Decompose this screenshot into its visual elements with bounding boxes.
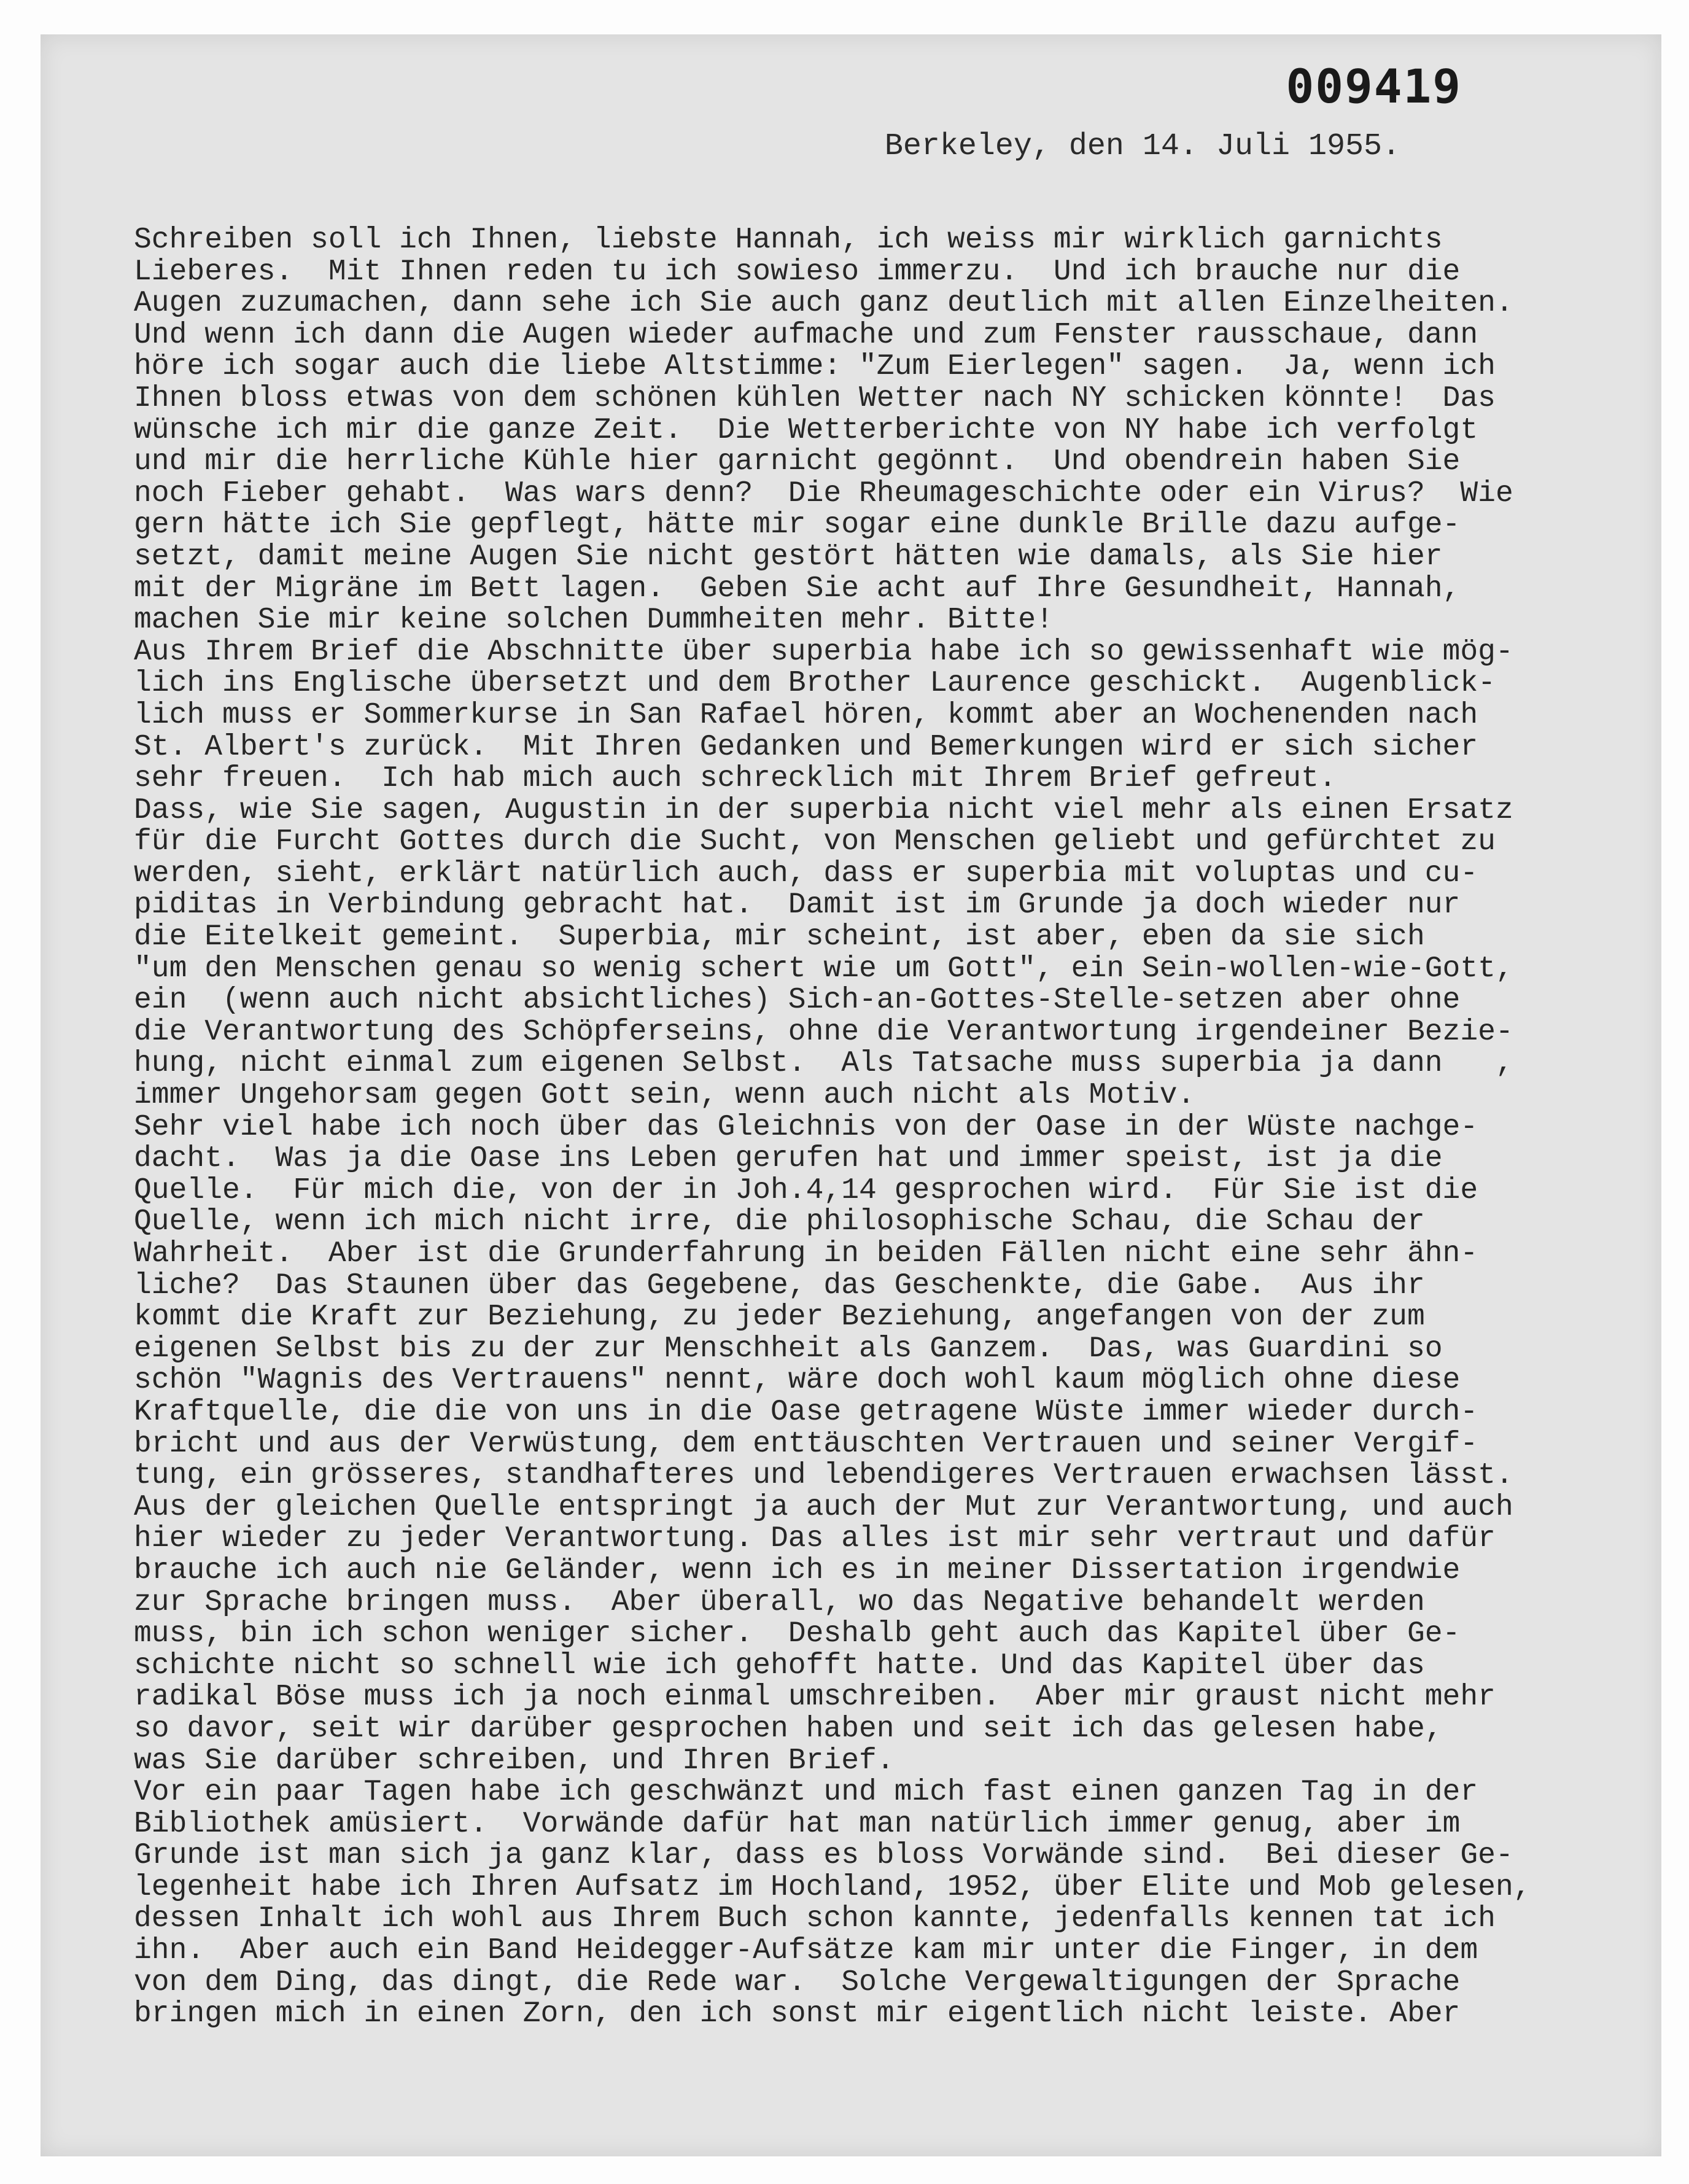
- letter-line: gern hätte ich Sie gepflegt, hätte mir sogar eine dunkle Brille dazu aufge-: [134, 508, 1461, 542]
- letter-line: mit der Migräne im Bett lagen. Geben Sie acht auf Ihre Gesundheit, Hannah,: [134, 572, 1461, 605]
- letter-line: bricht und aus der Verwüstung, dem enttäuschten Vertrauen und seiner Vergif-: [134, 1427, 1478, 1461]
- letter-line: sehr freuen. Ich hab mich auch schrecklich mit Ihrem Brief gefreut.: [134, 762, 1337, 796]
- letter-line: Sehr viel habe ich noch über das Gleichnis von der Oase in der Wüste nachge-: [134, 1110, 1478, 1144]
- letter-line: lich muss er Sommerkurse in San Rafael hören, kommt aber an Wochenenden nach: [134, 698, 1478, 732]
- letter-line: "um den Menschen genau so wenig schert wie um Gott", ein Sein-wollen-wie-Gott,: [134, 952, 1513, 985]
- letter-line: zur Sprache bringen muss. Aber überall, wo das Negative behandelt werden: [134, 1585, 1425, 1619]
- letter-line: Schreiben soll ich Ihnen, liebste Hannah, ich weiss mir wirklich garnichts: [134, 223, 1443, 257]
- letter-line: liche? Das Staunen über das Gegebene, das Geschenkte, die Gabe. Aus ihr: [134, 1269, 1425, 1302]
- letter-line: Quelle, wenn ich mich nicht irre, die philosophische Schau, die Schau der: [134, 1205, 1425, 1239]
- archive-number: 009419: [1286, 59, 1462, 114]
- letter-line: für die Furcht Gottes durch die Sucht, von Menschen geliebt und gefürchtet zu: [134, 825, 1496, 859]
- letter-body: [134, 225, 1620, 2030]
- letter-line: tung, ein grösseres, standhafteres und lebendigeres Vertrauen erwachsen lässt.: [134, 1459, 1513, 1493]
- letter-line: setzt, damit meine Augen Sie nicht gestört hätten wie damals, als Sie hier: [134, 540, 1443, 573]
- letter-dateline: Berkeley, den 14. Juli 1955.: [884, 129, 1400, 164]
- letter-line: Augen zuzumachen, dann sehe ich Sie auch ganz deutlich mit allen Einzelheiten.: [134, 287, 1513, 321]
- letter-line: St. Albert's zurück. Mit Ihren Gedanken und Bemerkungen wird er sich sicher: [134, 730, 1478, 764]
- letter-line: ihn. Aber auch ein Band Heidegger-Aufsätze kam mir unter die Finger, in dem: [134, 1934, 1478, 1968]
- letter-line: Vor ein paar Tagen habe ich geschwänzt und mich fast einen ganzen Tag in der: [134, 1776, 1478, 1809]
- letter-line: Bibliothek amüsiert. Vorwände dafür hat man natürlich immer genug, aber im: [134, 1807, 1461, 1841]
- letter-line: die Verantwortung des Schöpferseins, ohne die Verantwortung irgendeiner Bezie-: [134, 1015, 1513, 1049]
- letter-line: höre ich sogar auch die liebe Altstimme: "Zum Eierlegen" sagen. Ja, wenn ich: [134, 350, 1496, 384]
- letter-line: Lieberes. Mit Ihnen reden tu ich sowieso immerzu. Und ich brauche nur die: [134, 255, 1461, 289]
- letter-line: lich ins Englische übersetzt und dem Brother Laurence geschickt. Augenblick-: [134, 667, 1496, 701]
- letter-line: und mir die herrliche Kühle hier garnicht gegönnt. Und obendrein haben Sie: [134, 445, 1461, 479]
- letter-line: hung, nicht einmal zum eigenen Selbst. Als Tatsache muss superbia ja dann ,: [134, 1047, 1513, 1081]
- letter-line: von dem Ding, das dingt, die Rede war. Solche Vergewaltigungen der Sprache: [134, 1965, 1461, 1999]
- letter-line: noch Fieber gehabt. Was wars denn? Die Rheumageschichte oder ein Virus? Wie: [134, 476, 1513, 510]
- letter-line: eigenen Selbst bis zu der zur Menschheit als Ganzem. Das, was Guardini so: [134, 1332, 1443, 1366]
- letter-line: bringen mich in einen Zorn, den ich sonst mir eigentlich nicht leiste. Aber: [134, 1997, 1461, 2031]
- letter-line: Quelle. Für mich die, von der in Joh.4,14 gesprochen wird. Für Sie ist die: [134, 1173, 1478, 1207]
- letter-line: machen Sie mir keine solchen Dummheiten mehr. Bitte!: [134, 604, 1054, 637]
- letter-line: schön "Wagnis des Vertrauens" nennt, wäre doch wohl kaum möglich ohne diese: [134, 1364, 1461, 1397]
- letter-line: hier wieder zu jeder Verantwortung. Das alles ist mir sehr vertraut und dafür: [134, 1522, 1496, 1556]
- letter-line: radikal Böse muss ich ja noch einmal umschreiben. Aber mir graust nicht mehr: [134, 1681, 1496, 1714]
- letter-line: die Eitelkeit gemeint. Superbia, mir scheint, ist aber, eben da sie sich: [134, 920, 1425, 954]
- letter-line: Dass, wie Sie sagen, Augustin in der superbia nicht viel mehr als einen Ersatz: [134, 793, 1513, 827]
- letter-line: Ihnen bloss etwas von dem schönen kühlen Wetter nach NY schicken könnte! Das: [134, 381, 1496, 415]
- letter-line: Aus Ihrem Brief die Abschnitte über superbia habe ich so gewissenhaft wie mög-: [134, 635, 1513, 669]
- letter-line: wünsche ich mir die ganze Zeit. Die Wetterberichte von NY habe ich verfolgt: [134, 413, 1478, 447]
- letter-line: so davor, seit wir darüber gesprochen haben und seit ich das gelesen habe,: [134, 1712, 1443, 1746]
- letter-line: kommt die Kraft zur Beziehung, zu jeder Beziehung, angefangen von der zum: [134, 1300, 1425, 1334]
- letter-line: was Sie darüber schreiben, und Ihren Brief.: [134, 1744, 895, 1778]
- letter-line: Kraftquelle, die die von uns in die Oase getragene Wüste immer wieder durch-: [134, 1395, 1478, 1429]
- letter-line: Aus der gleichen Quelle entspringt ja auch der Mut zur Verantwortung, und auch: [134, 1490, 1513, 1524]
- letter-line: immer Ungehorsam gegen Gott sein, wenn auch nicht als Motiv.: [134, 1079, 1195, 1113]
- letter-line: brauche ich auch nie Geländer, wenn ich es in meiner Dissertation irgendwie: [134, 1553, 1461, 1587]
- letter-line: ein (wenn auch nicht absichtliches) Sich-an-Gottes-Stelle-setzen aber ohne: [134, 984, 1461, 1017]
- letter-line: schichte nicht so schnell wie ich gehofft hatte. Und das Kapitel über das: [134, 1649, 1425, 1682]
- letter-line: muss, bin ich schon weniger sicher. Deshalb geht auch das Kapitel über Ge-: [134, 1617, 1461, 1651]
- letter-line: Wahrheit. Aber ist die Grunderfahrung in beiden Fällen nicht eine sehr ähn-: [134, 1237, 1478, 1270]
- letter-line: werden, sieht, erklärt natürlich auch, dass er superbia mit voluptas und cu-: [134, 857, 1478, 890]
- letter-line: piditas in Verbindung gebracht hat. Damit ist im Grunde ja doch wieder nur: [134, 888, 1461, 922]
- letter-line: Grunde ist man sich ja ganz klar, dass es bloss Vorwände sind. Bei dieser Ge-: [134, 1839, 1513, 1873]
- letter-line: legenheit habe ich Ihren Aufsatz im Hochland, 1952, über Elite und Mob gelesen,: [134, 1870, 1531, 1904]
- letter-line: Und wenn ich dann die Augen wieder aufmache und zum Fenster rausschaue, dann: [134, 318, 1478, 352]
- letter-line: dessen Inhalt ich wohl aus Ihrem Buch schon kannte, jedenfalls kennen tat ich: [134, 1902, 1496, 1936]
- letter-line: dacht. Was ja die Oase ins Leben gerufen hat und immer speist, ist ja die: [134, 1142, 1443, 1176]
